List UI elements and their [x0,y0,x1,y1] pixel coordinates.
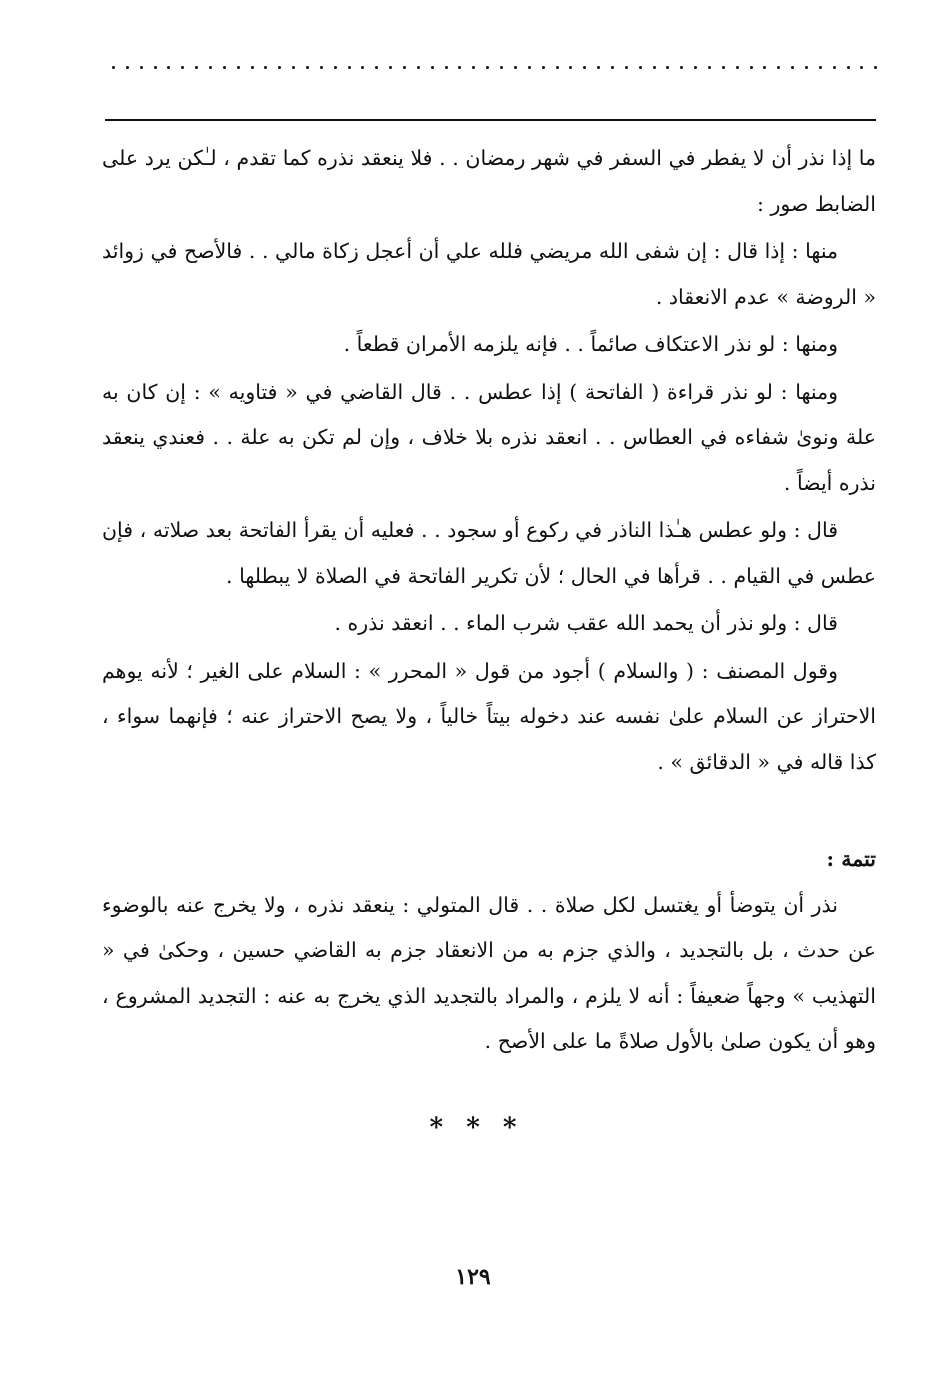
paragraph-continuation: ما إذا نذر أن لا يفطر في السفر في شهر رمضان . . فلا ينعقد نذره كما تقدم ، لـٰكن يرد على الضابط صور : [102,146,876,216]
page-number: ١٢٩ [455,1264,491,1290]
header-rule [105,119,876,121]
paragraph: قال : ولو نذر أن يحمد الله عقب شرب الماء . . انعقد نذره . [334,611,838,635]
section-separator-stars: * * * [429,1113,517,1143]
paragraph: ومنها : لو نذر الاعتكاف صائماً . . فإنه يلزمه الأمران قطعاً . [343,332,838,356]
paragraph: نذر أن يتوضأ أو يغتسل لكل صلاة . . قال المتولي : ينعقد نذره ، ولا يخرج عنه بالوضوء عن حدث ، بل بالتجديد ، والذي جزم به من الانعقاد جزم به القاضي حسين ، وحكىٰ في « التهذيب » وجهاً ضعيفاً : أنه لا يلزم ، والمراد بالتجديد الذي يخرج به عنه : التجديد المشروع ، وهو أن يكون صلىٰ بالأول صلاةً ما على الأصح . [102,892,876,1053]
paragraph: منها : إذا قال : إن شفى الله مريضي فلله علي أن أعجل زكاة مالي . . فالأصح في زوائد « الروضة » عدم الانعقاد . [102,239,876,309]
body-text [102,136,876,1065]
dotted-separator [112,66,878,69]
paragraph: ومنها : لو نذر قراءة ( الفاتحة ) إذا عطس . . قال القاضي في « فتاويه » : إن كان به علة ونوىٰ شفاءه في العطاس . . انعقد نذره بلا خلاف ، وإن لم تكن به علة . . فعندي ينعقد نذره أيضاً . [102,379,876,495]
paragraph: قال : ولو عطس هـٰذا الناذر في ركوع أو سجود . . فعليه أن يقرأ الفاتحة بعد صلاته ، فإن عطس في القيام . . قرأها في الحال ؛ لأن تكرير الفاتحة في الصلاة لا يبطلها . [102,518,876,588]
section-heading: تتمة : [826,847,876,871]
paragraph: وقول المصنف : ( والسلام ) أجود من قول « المحرر » : السلام على الغير ؛ لأنه يوهم الاحتراز عن السلام علىٰ نفسه عند دخوله بيتاً خالياً ، ولا يصح الاحتراز عنه ؛ فإنهما سواء ، كذا قاله في « الدقائق » . [102,658,876,774]
